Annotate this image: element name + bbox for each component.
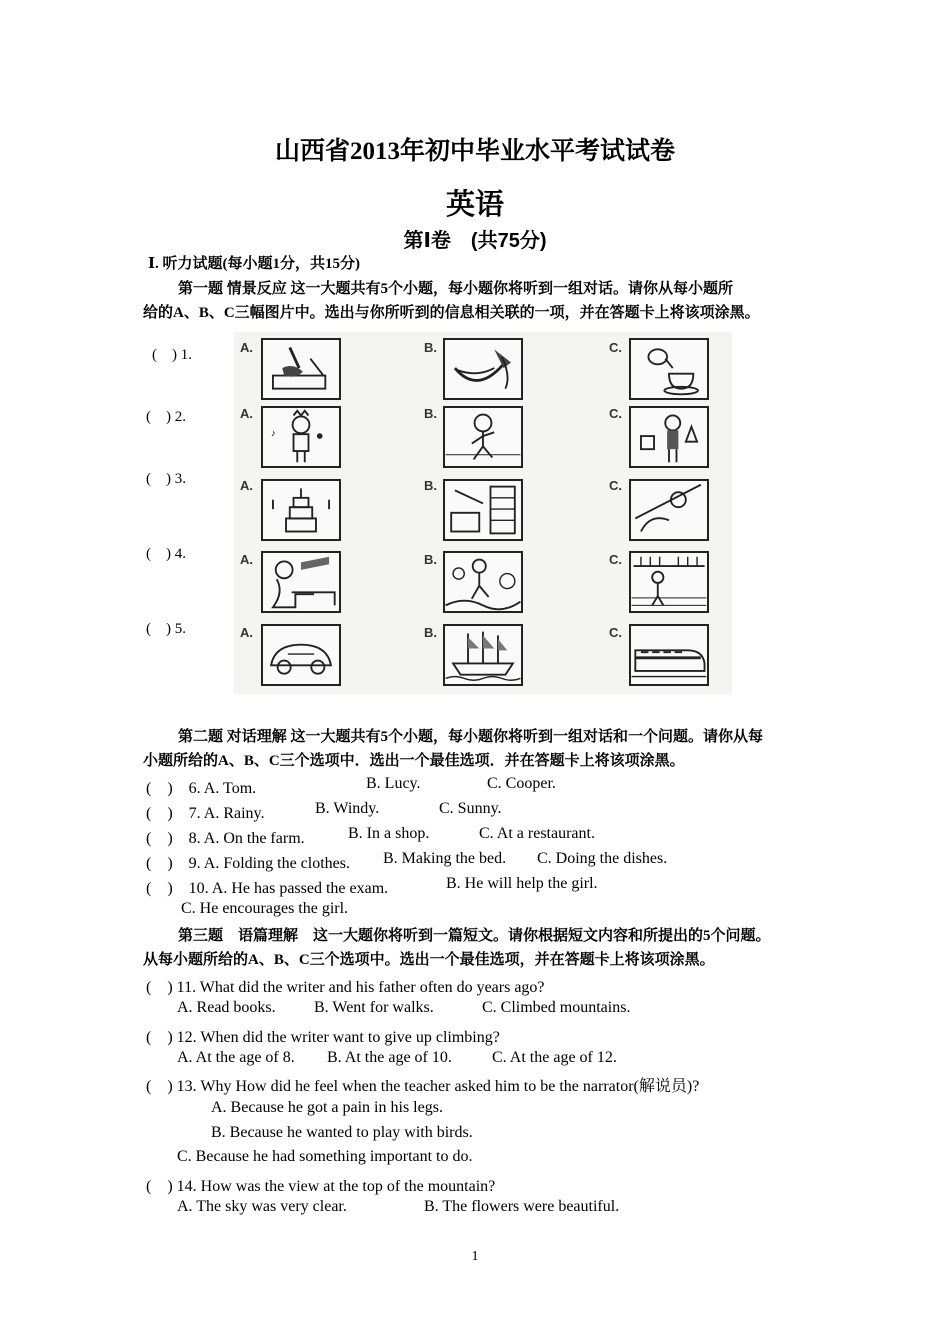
option-letter-b: B.: [424, 340, 437, 355]
page-number: 1: [471, 1249, 479, 1264]
hiker-icon: [443, 551, 523, 613]
option-letter-b: B.: [424, 406, 437, 421]
city-walker-icon: [629, 551, 709, 613]
picture-question-3-label: ( ) 3.: [146, 471, 186, 487]
picture-question-2-label: ( ) 2.: [146, 409, 186, 425]
part3-instructions-line2: 从每小题所给的A、B、C三个选项中。选出一个最佳选项，并在答题卡上将该项涂黑。: [143, 952, 715, 968]
picture-question-5-label: ( ) 5.: [146, 621, 186, 637]
option-letter-a: A.: [240, 340, 253, 355]
question-12-option-b: B. At the age of 10.: [327, 1049, 452, 1066]
question-8-option-b: B. In a shop.: [348, 825, 430, 842]
option-letter-c: C.: [609, 406, 622, 421]
option-letter-b: B.: [424, 625, 437, 640]
exam-title: 山西省2013年初中毕业水平考试试卷: [274, 138, 675, 165]
option-letter-a: A.: [240, 406, 253, 421]
ship-icon: [443, 624, 523, 686]
picture-question-1-label: ( ) 1.: [152, 347, 192, 363]
listening-section-heading: Ⅰ. 听力试题(每小题1分，共15分): [148, 256, 361, 272]
car-icon: [261, 624, 341, 686]
question-11-stem: ( ) 11. What did the writer and his father often do years ago?: [146, 979, 545, 996]
question-11-option-c: C. Climbed mountains.: [482, 999, 631, 1016]
picture-question-4-label: ( ) 4.: [146, 546, 186, 562]
question-12-option-a: A. At the age of 8.: [177, 1049, 295, 1066]
cutting-food-icon: [261, 338, 341, 400]
question-9-option-b: B. Making the bed.: [383, 850, 507, 867]
train-icon: [629, 624, 709, 686]
singer-icon: [261, 406, 341, 468]
exam-subject: 英语: [445, 189, 504, 221]
question-7-option-a: ( ) 7. A. Rainy.: [146, 805, 265, 822]
question-9-option-a: ( ) 9. A. Folding the clothes.: [146, 855, 350, 872]
question-14-option-a: A. The sky was very clear.: [177, 1198, 347, 1215]
option-letter-a: A.: [240, 552, 253, 567]
option-letter-b: B.: [424, 552, 437, 567]
question-13-option-c: C. Because he had something important to do.: [177, 1148, 473, 1165]
question-10-option-b: B. He will help the girl.: [446, 875, 598, 892]
question-6-option-b: B. Lucy.: [366, 775, 421, 792]
part1-instructions-line2: 给的A、B、C三幅图片中。选出与你所听到的信息相关联的一项，并在答题卡上将该项涂黑。: [143, 305, 760, 321]
question-12-stem: ( ) 12. When did the writer want to give up climbing?: [146, 1029, 500, 1046]
option-letter-c: C.: [609, 552, 622, 567]
question-13-option-a: A. Because he got a pain in his legs.: [211, 1099, 443, 1116]
question-9-option-c: C. Doing the dishes.: [537, 850, 668, 867]
question-8-option-c: C. At a restaurant.: [479, 825, 595, 842]
question-12-option-c: C. At the age of 12.: [492, 1049, 617, 1066]
question-13-option-b: B. Because he wanted to play with birds.: [211, 1124, 473, 1141]
question-6-option-c: C. Cooper.: [487, 775, 556, 792]
part3-instructions-line1: 第三题 语篇理解 这一大题你将听到一篇短文。请你根据短文内容和所提出的5个问题。: [178, 928, 771, 944]
question-11-option-a: A. Read books.: [177, 999, 276, 1016]
option-letter-a: A.: [240, 625, 253, 640]
teapot-cup-icon: [629, 338, 709, 400]
question-6-option-a: ( ) 6. A. Tom.: [146, 780, 257, 797]
volume-heading: 第Ⅰ卷 (共75分): [403, 230, 547, 252]
question-13-stem: ( ) 13. Why How did he feel when the teacher asked him to be the narrator(解说员)?: [146, 1078, 700, 1095]
magician-icon: [629, 406, 709, 468]
question-11-option-b: B. Went for walks.: [314, 999, 434, 1016]
question-10-option-c: C. He encourages the girl.: [181, 900, 349, 917]
option-letter-c: C.: [609, 340, 622, 355]
part1-instructions-line1: 第一题 情景反应 这一大题共有5个小题，每小题你将听到一组对话。请你从每小题所: [178, 281, 734, 297]
option-letter-b: B.: [424, 478, 437, 493]
option-letter-a: A.: [240, 478, 253, 493]
part2-instructions-line2: 小题所给的A、B、C三个选项中．选出一个最佳选项．并在答题卡上将该项涂黑。: [143, 753, 685, 769]
svg-text:♪: ♪: [271, 429, 276, 440]
question-7-option-c: C. Sunny.: [439, 800, 502, 817]
runner-icon: [443, 406, 523, 468]
banana-icon: [443, 338, 523, 400]
reading-person-icon: [261, 551, 341, 613]
option-letter-c: C.: [609, 625, 622, 640]
bookshelf-room-icon: [443, 479, 523, 541]
playground-icon: [629, 479, 709, 541]
question-8-option-a: ( ) 8. A. On the farm.: [146, 830, 305, 847]
option-letter-c: C.: [609, 478, 622, 493]
part2-instructions-line1: 第二题 对话理解 这一大题共有5个小题，每小题你将听到一组对话和一个问题。请你从每: [178, 729, 764, 745]
question-14-stem: ( ) 14. How was the view at the top of the mountain?: [146, 1178, 496, 1195]
question-7-option-b: B. Windy.: [315, 800, 380, 817]
birthday-cake-icon: [261, 479, 341, 541]
question-14-option-b: B. The flowers were beautiful.: [424, 1198, 620, 1215]
question-10-option-a: ( ) 10. A. He has passed the exam.: [146, 880, 389, 897]
